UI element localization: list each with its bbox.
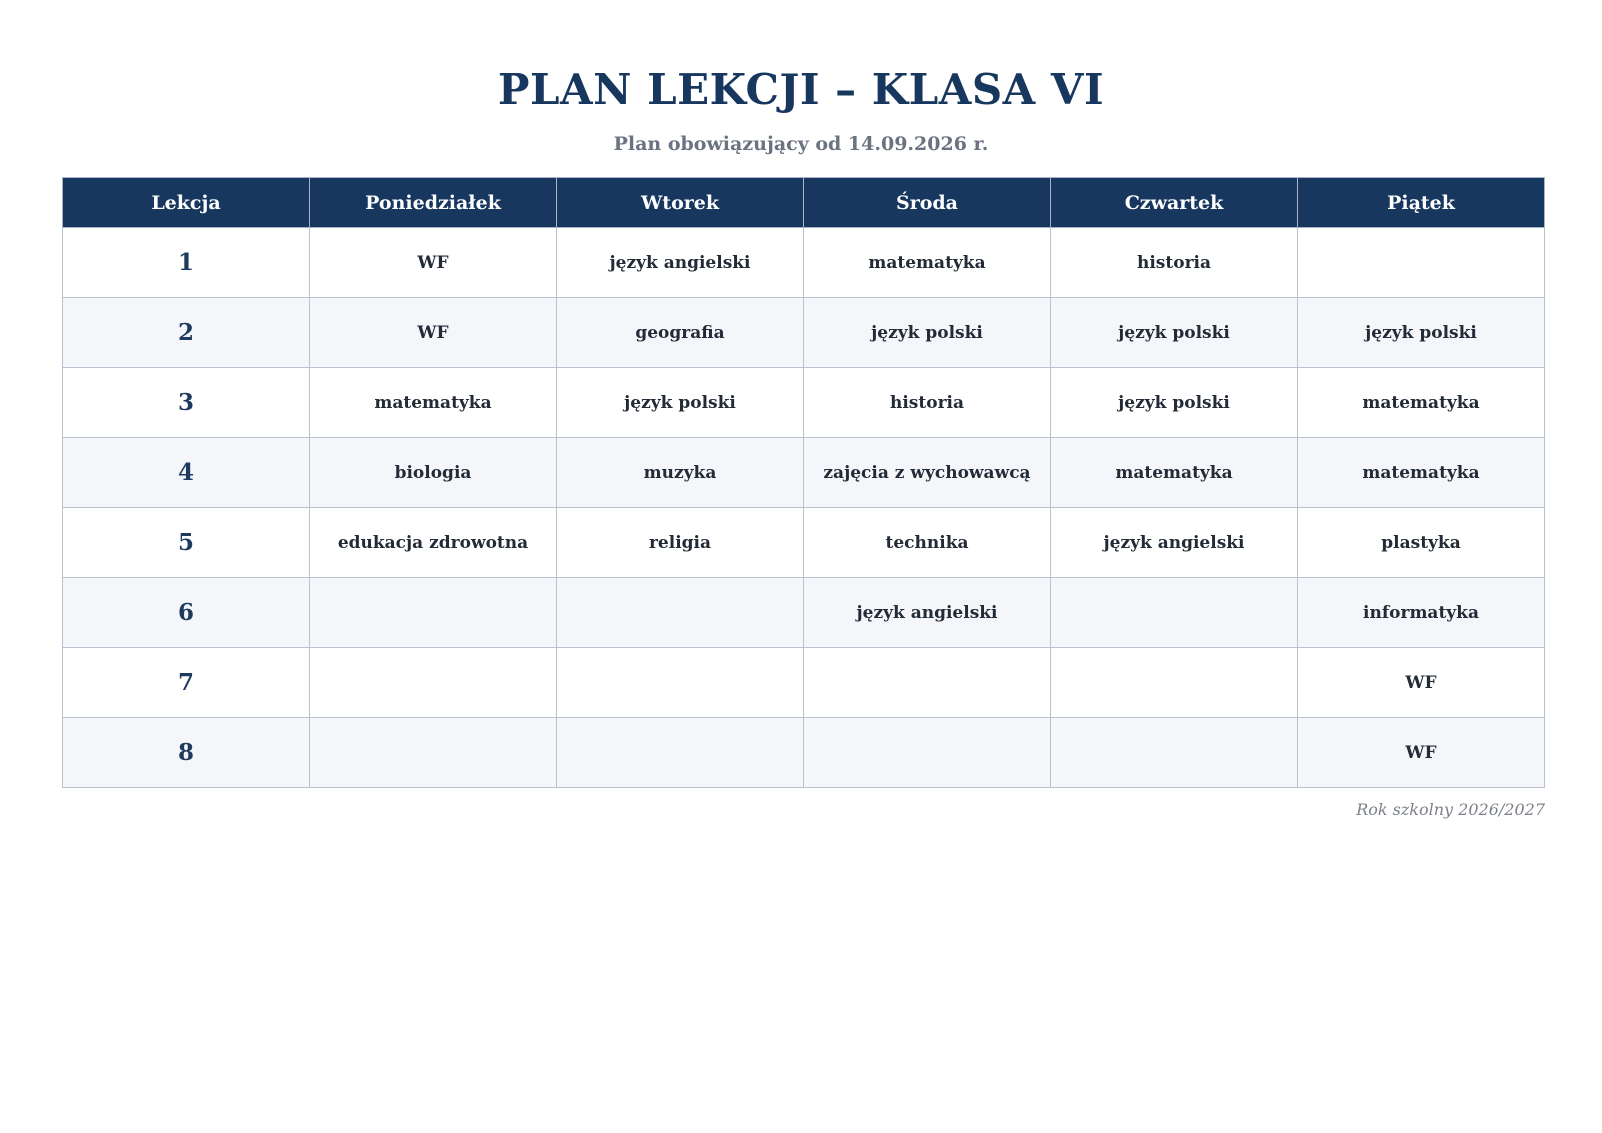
table-row	[63, 298, 1545, 368]
cell-wednesday: historia	[804, 368, 1051, 438]
cell-monday: edukacja zdrowotna	[310, 508, 557, 578]
table-row	[63, 648, 1545, 718]
cell-friday: matematyka	[1298, 368, 1545, 438]
school-year-footer: Rok szkolny 2026/2027	[1356, 800, 1545, 819]
lesson-number: 8	[63, 718, 310, 788]
cell-wednesday: zajęcia z wychowawcą	[804, 438, 1051, 508]
cell-thursday	[1051, 718, 1298, 788]
cell-friday: matematyka	[1298, 438, 1545, 508]
schedule-table	[62, 177, 1545, 788]
cell-wednesday	[804, 718, 1051, 788]
header-friday: Piątek	[1298, 178, 1545, 228]
header-thursday: Czwartek	[1051, 178, 1298, 228]
cell-friday	[1298, 228, 1545, 298]
cell-wednesday: język polski	[804, 298, 1051, 368]
cell-thursday: język polski	[1051, 368, 1298, 438]
cell-tuesday	[557, 648, 804, 718]
lesson-number: 6	[63, 578, 310, 648]
cell-friday: plastyka	[1298, 508, 1545, 578]
cell-monday: matematyka	[310, 368, 557, 438]
cell-monday: WF	[310, 228, 557, 298]
cell-wednesday: technika	[804, 508, 1051, 578]
lesson-number: 5	[63, 508, 310, 578]
cell-thursday	[1051, 578, 1298, 648]
cell-friday: informatyka	[1298, 578, 1545, 648]
cell-tuesday: muzyka	[557, 438, 804, 508]
cell-tuesday: religia	[557, 508, 804, 578]
cell-monday	[310, 578, 557, 648]
header-monday: Poniedziałek	[310, 178, 557, 228]
table-row	[63, 228, 1545, 298]
lesson-number: 2	[63, 298, 310, 368]
lesson-number: 7	[63, 648, 310, 718]
cell-thursday: historia	[1051, 228, 1298, 298]
cell-thursday: matematyka	[1051, 438, 1298, 508]
cell-tuesday: język polski	[557, 368, 804, 438]
lesson-number: 1	[63, 228, 310, 298]
header-wednesday: Środa	[804, 178, 1051, 228]
table-row	[63, 578, 1545, 648]
cell-monday: WF	[310, 298, 557, 368]
table-row	[63, 368, 1545, 438]
cell-monday: biologia	[310, 438, 557, 508]
cell-wednesday: język angielski	[804, 578, 1051, 648]
header-lesson: Lekcja	[63, 178, 310, 228]
cell-tuesday	[557, 718, 804, 788]
table-row	[63, 718, 1545, 788]
cell-tuesday: język angielski	[557, 228, 804, 298]
cell-monday	[310, 648, 557, 718]
lesson-number: 4	[63, 438, 310, 508]
cell-friday: WF	[1298, 648, 1545, 718]
table-header-row	[63, 178, 1545, 228]
cell-wednesday: matematyka	[804, 228, 1051, 298]
table-row	[63, 508, 1545, 578]
cell-friday: język polski	[1298, 298, 1545, 368]
header-tuesday: Wtorek	[557, 178, 804, 228]
cell-tuesday: geografia	[557, 298, 804, 368]
cell-thursday: język angielski	[1051, 508, 1298, 578]
cell-thursday: język polski	[1051, 298, 1298, 368]
lesson-number: 3	[63, 368, 310, 438]
cell-thursday	[1051, 648, 1298, 718]
cell-wednesday	[804, 648, 1051, 718]
page-subtitle: Plan obowiązujący od 14.09.2026 r.	[613, 133, 989, 155]
page-title: PLAN LEKCJI – KLASA VI	[497, 65, 1105, 114]
table-row	[63, 438, 1545, 508]
cell-tuesday	[557, 578, 804, 648]
cell-friday: WF	[1298, 718, 1545, 788]
cell-monday	[310, 718, 557, 788]
